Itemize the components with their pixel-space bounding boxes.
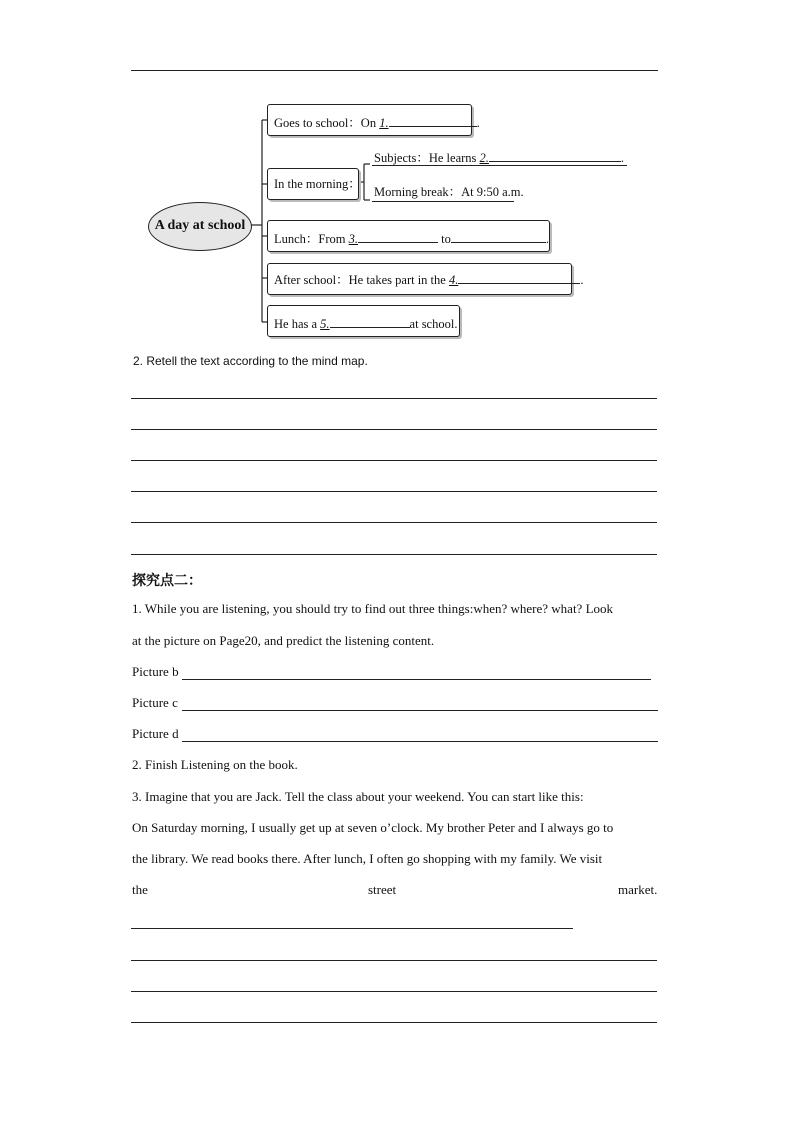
writing-line[interactable] xyxy=(131,522,657,523)
paragraph-word-the: the xyxy=(132,882,148,897)
question-1-line-2: at the picture on Page20, and predict the listening content. xyxy=(132,633,435,648)
mind-map-center xyxy=(148,202,252,251)
in-morning-text: In the morning： xyxy=(274,177,361,191)
writing-line[interactable] xyxy=(131,554,657,555)
paragraph-word-street: street xyxy=(368,882,397,897)
mind-map-center-text: A day at school xyxy=(154,218,246,233)
answer-blank-5[interactable] xyxy=(330,315,410,328)
answer-blank-3b[interactable] xyxy=(451,230,546,243)
writing-line[interactable] xyxy=(131,398,657,399)
writing-line[interactable] xyxy=(131,928,573,929)
subjects-underline xyxy=(372,165,627,166)
picture-d-label: Picture d xyxy=(132,726,179,741)
writing-line[interactable] xyxy=(131,491,657,492)
answer-blank-3a[interactable] xyxy=(358,230,438,243)
question-2: 2. Finish Listening on the book. xyxy=(132,757,298,772)
section-heading: 探究点二： xyxy=(132,573,202,589)
picture-b-answer-line[interactable] xyxy=(182,679,651,680)
blank-number-5: 5. xyxy=(320,317,330,331)
he-has-text: He has a 5. at school. xyxy=(274,317,458,331)
picture-c-answer-line[interactable] xyxy=(182,710,658,711)
answer-blank-4[interactable] xyxy=(458,271,580,284)
question-1-line-1: 1. While you are listening, you should try to find out three things:when? where? what? Look xyxy=(132,601,614,616)
blank-number-2: 2. xyxy=(479,151,489,165)
writing-line[interactable] xyxy=(131,429,657,430)
picture-b-label: Picture b xyxy=(132,664,179,679)
goes-to-school-text: Goes to school：On 1. . xyxy=(274,116,480,130)
morning-break-underline xyxy=(372,201,514,202)
paragraph-word-market: market. xyxy=(618,882,658,897)
writing-line[interactable] xyxy=(131,991,657,992)
picture-c-label: Picture c xyxy=(132,695,178,710)
picture-d-answer-line[interactable] xyxy=(182,741,658,742)
writing-line[interactable] xyxy=(131,960,657,961)
blank-number-1: 1. xyxy=(379,116,389,130)
lunch-text: Lunch：From 3. to . xyxy=(274,232,550,246)
writing-line[interactable] xyxy=(131,1022,657,1023)
retell-prompt: 2. Retell the text according to the mind map. xyxy=(133,354,368,368)
answer-blank-1[interactable] xyxy=(389,114,477,127)
morning-break-text: Morning break：At 9:50 a.m. xyxy=(374,185,524,199)
after-school-text: After school：He takes part in the 4. . xyxy=(274,273,584,287)
blank-number-3: 3. xyxy=(348,232,359,246)
answer-blank-2[interactable] xyxy=(489,149,621,162)
paragraph-line-2: the library. We read books there. After lunch, I often go shopping with my family. We visit xyxy=(132,851,603,866)
subjects-text: Subjects：He learns 2. . xyxy=(374,151,625,165)
writing-line[interactable] xyxy=(131,460,657,461)
blank-number-4: 4. xyxy=(448,273,459,287)
paragraph-line-1: On Saturday morning, I usually get up at seven o’clock. My brother Peter and I always go to xyxy=(132,820,614,835)
question-3: 3. Imagine that you are Jack. Tell the class about your weekend. You can start like this: xyxy=(132,789,584,804)
